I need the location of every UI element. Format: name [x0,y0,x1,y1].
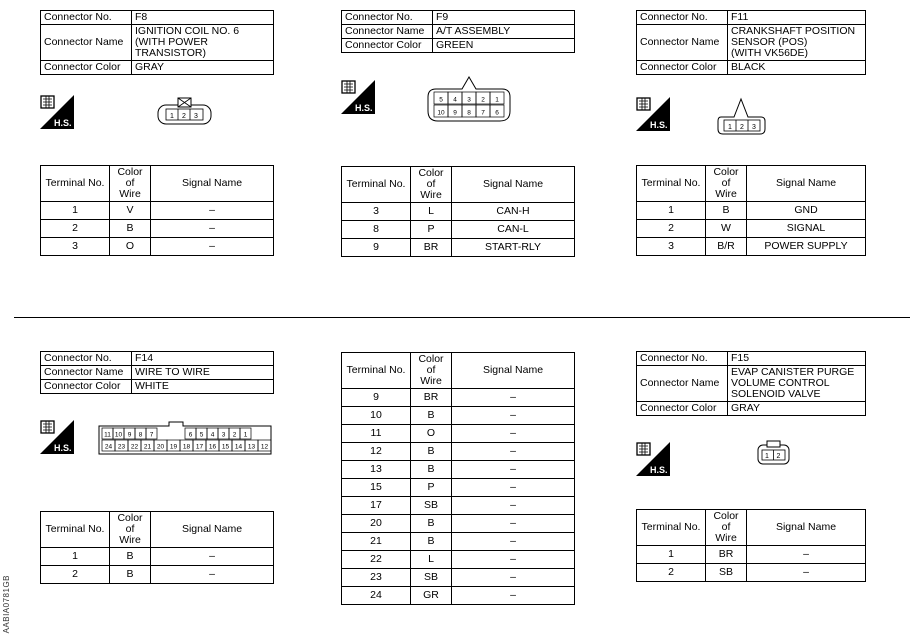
pin-label: 18 [182,443,191,451]
label-connector-no: Connector No. [41,352,132,366]
pin-label: 4 [210,431,215,439]
table-row: 3 B/R POWER SUPPLY [637,238,866,256]
connector-f14-diagram [98,420,273,456]
table-row: 9 BR START-RLY [342,239,575,257]
connector-no-value: F11 [728,11,866,25]
pin-label: 4 [453,96,457,104]
connector-info-f15 [636,351,866,416]
hs-label: H.S. [54,443,72,453]
table-row: 9 BR – [342,389,575,407]
connector-color-value: GRAY [132,61,274,75]
terminal-table-f14-left [40,511,274,584]
table-row: 22 L – [342,551,575,569]
connector-name-value: WIRE TO WIRE [132,366,274,380]
connector-info-f11 [636,10,866,75]
header-signal-name: Signal Name [151,166,274,202]
header-color-of-wire: Color of Wire [706,166,747,202]
name-line: SOLENOID VALVE [731,388,821,400]
pin-label: 21 [143,443,152,451]
pin-label: 15 [221,443,230,451]
connector-f9-diagram [426,75,512,123]
table-row: 24 GR – [342,587,575,605]
header-signal-name: Signal Name [452,167,575,203]
header-signal-name: Signal Name [452,353,575,389]
name-line: TRANSISTOR) [135,47,206,59]
pin-label: 6 [188,431,193,439]
connector-name-value [132,25,274,61]
name-line: (WITH VK56DE) [731,47,809,59]
label-connector-name: Connector Name [637,366,728,402]
table-row: 3 L CAN-H [342,203,575,221]
connector-no-value: F9 [433,11,575,25]
connector-color-value: GREEN [433,39,575,53]
connector-f15-diagram [757,440,791,466]
pin-label: 2 [481,96,485,104]
connector-info-f8 [40,10,274,75]
pin-label: 24 [104,443,113,451]
hs-icon [40,95,74,129]
label-connector-color: Connector Color [41,380,132,394]
connector-no-value: F8 [132,11,274,25]
name-line: IGNITION COIL NO. 6 [135,25,240,37]
table-row: 21 B – [342,533,575,551]
pin-label: 1 [495,96,499,104]
header-color-of-wire: Color of Wire [411,353,452,389]
header-color-of-wire: Color of Wire [411,167,452,203]
pin-label: 1 [170,113,174,120]
label-connector-color: Connector Color [342,39,433,53]
table-row: 23 SB – [342,569,575,587]
name-line: EVAP CANISTER PURGE [731,366,855,378]
pin-label: 1 [728,124,732,131]
header-color-of-wire: Color of Wire [110,512,151,548]
connector-color-value: GRAY [728,402,866,416]
table-row: 2 W SIGNAL [637,220,866,238]
name-line: CRANKSHAFT POSITION [731,25,856,37]
hs-label: H.S. [650,120,668,130]
terminal-table-f8 [40,165,274,256]
table-row: 13 B – [342,461,575,479]
connector-f11-diagram [717,97,767,137]
pin-label: 20 [156,443,165,451]
table-row: 11 O – [342,425,575,443]
table-row: 1 BR – [637,546,866,564]
connector-name-value [728,366,866,402]
table-row: 8 P CAN-L [342,221,575,239]
connector-no-value: F15 [728,352,866,366]
terminal-table-f11 [636,165,866,256]
pin-label: 10 [437,109,445,117]
pin-label: 8 [467,109,471,117]
hs-icon [40,420,74,454]
label-connector-name: Connector Name [637,25,728,61]
header-color-of-wire: Color of Wire [706,510,747,546]
name-line: SENSOR (POS) [731,36,808,48]
connector-info-f9 [341,10,575,53]
connector-name-value: A/T ASSEMBLY [433,25,575,39]
pin-label: 2 [232,431,237,439]
table-row: 2 B – [41,220,274,238]
terminal-table-f9 [341,166,575,257]
table-row: 2 SB – [637,564,866,582]
label-connector-color: Connector Color [637,402,728,416]
hs-icon [636,97,670,131]
label-connector-no: Connector No. [41,11,132,25]
pin-label: 22 [130,443,139,451]
pin-label: 16 [208,443,217,451]
pin-label: 13 [247,443,256,451]
connector-color-value: BLACK [728,61,866,75]
pin-label: 8 [138,431,143,439]
header-signal-name: Signal Name [747,510,866,546]
label-connector-no: Connector No. [342,11,433,25]
label-connector-name: Connector Name [342,25,433,39]
table-row: 15 P – [342,479,575,497]
pin-label: 19 [169,443,178,451]
pin-label: 5 [199,431,204,439]
pin-label: 17 [195,443,204,451]
header-terminal-no: Terminal No. [342,353,411,389]
pin-label: 7 [481,109,485,117]
header-color-of-wire: Color of Wire [110,166,151,202]
pin-label: 2 [182,113,186,120]
table-row: 3 O – [41,238,274,256]
label-connector-color: Connector Color [41,61,132,75]
connector-info-f14 [40,351,274,394]
pin-label: 3 [752,124,756,131]
connector-f8-diagram [157,97,213,127]
pin-label: 5 [439,96,443,104]
label-connector-no: Connector No. [637,11,728,25]
hs-label: H.S. [650,465,668,475]
section-divider [14,317,910,318]
pin-label: 3 [467,96,471,104]
pin-label: 2 [740,124,744,131]
label-connector-color: Connector Color [637,61,728,75]
header-terminal-no: Terminal No. [342,167,411,203]
figure-code: AABIA0781GB [2,575,11,634]
terminal-table-f15 [636,509,866,582]
pin-label: 9 [127,431,132,439]
label-connector-name: Connector Name [41,25,132,61]
pin-label: 2 [776,453,781,460]
hs-label: H.S. [54,118,72,128]
pin-label: 14 [234,443,243,451]
header-signal-name: Signal Name [151,512,274,548]
hs-icon [341,80,375,114]
pin-label: 1 [243,431,248,439]
table-row: 1 B – [41,548,274,566]
name-line: VOLUME CONTROL [731,377,830,389]
label-connector-no: Connector No. [637,352,728,366]
connector-no-value: F14 [132,352,274,366]
table-row: 12 B – [342,443,575,461]
table-row: 1 B GND [637,202,866,220]
connector-color-value: WHITE [132,380,274,394]
hs-icon [636,442,670,476]
pin-label: 6 [495,109,499,117]
table-row: 17 SB – [342,497,575,515]
pin-label: 9 [453,109,457,117]
pin-label: 7 [149,431,154,439]
header-signal-name: Signal Name [747,166,866,202]
connector-name-value [728,25,866,61]
hs-label: H.S. [355,103,373,113]
pin-label: 3 [194,113,198,120]
terminal-table-f14-right [341,352,575,605]
table-row: 10 B – [342,407,575,425]
table-row: 1 V – [41,202,274,220]
pin-label: 3 [221,431,226,439]
table-row: 2 B – [41,566,274,584]
pin-label: 10 [114,431,123,439]
label-connector-name: Connector Name [41,366,132,380]
header-terminal-no: Terminal No. [41,166,110,202]
pin-label: 23 [117,443,126,451]
header-terminal-no: Terminal No. [637,510,706,546]
header-terminal-no: Terminal No. [637,166,706,202]
header-terminal-no: Terminal No. [41,512,110,548]
pin-label: 11 [104,431,111,439]
pin-label: 1 [765,453,769,460]
pin-label: 12 [260,443,269,451]
name-line: (WITH POWER [135,36,208,48]
table-row: 20 B – [342,515,575,533]
